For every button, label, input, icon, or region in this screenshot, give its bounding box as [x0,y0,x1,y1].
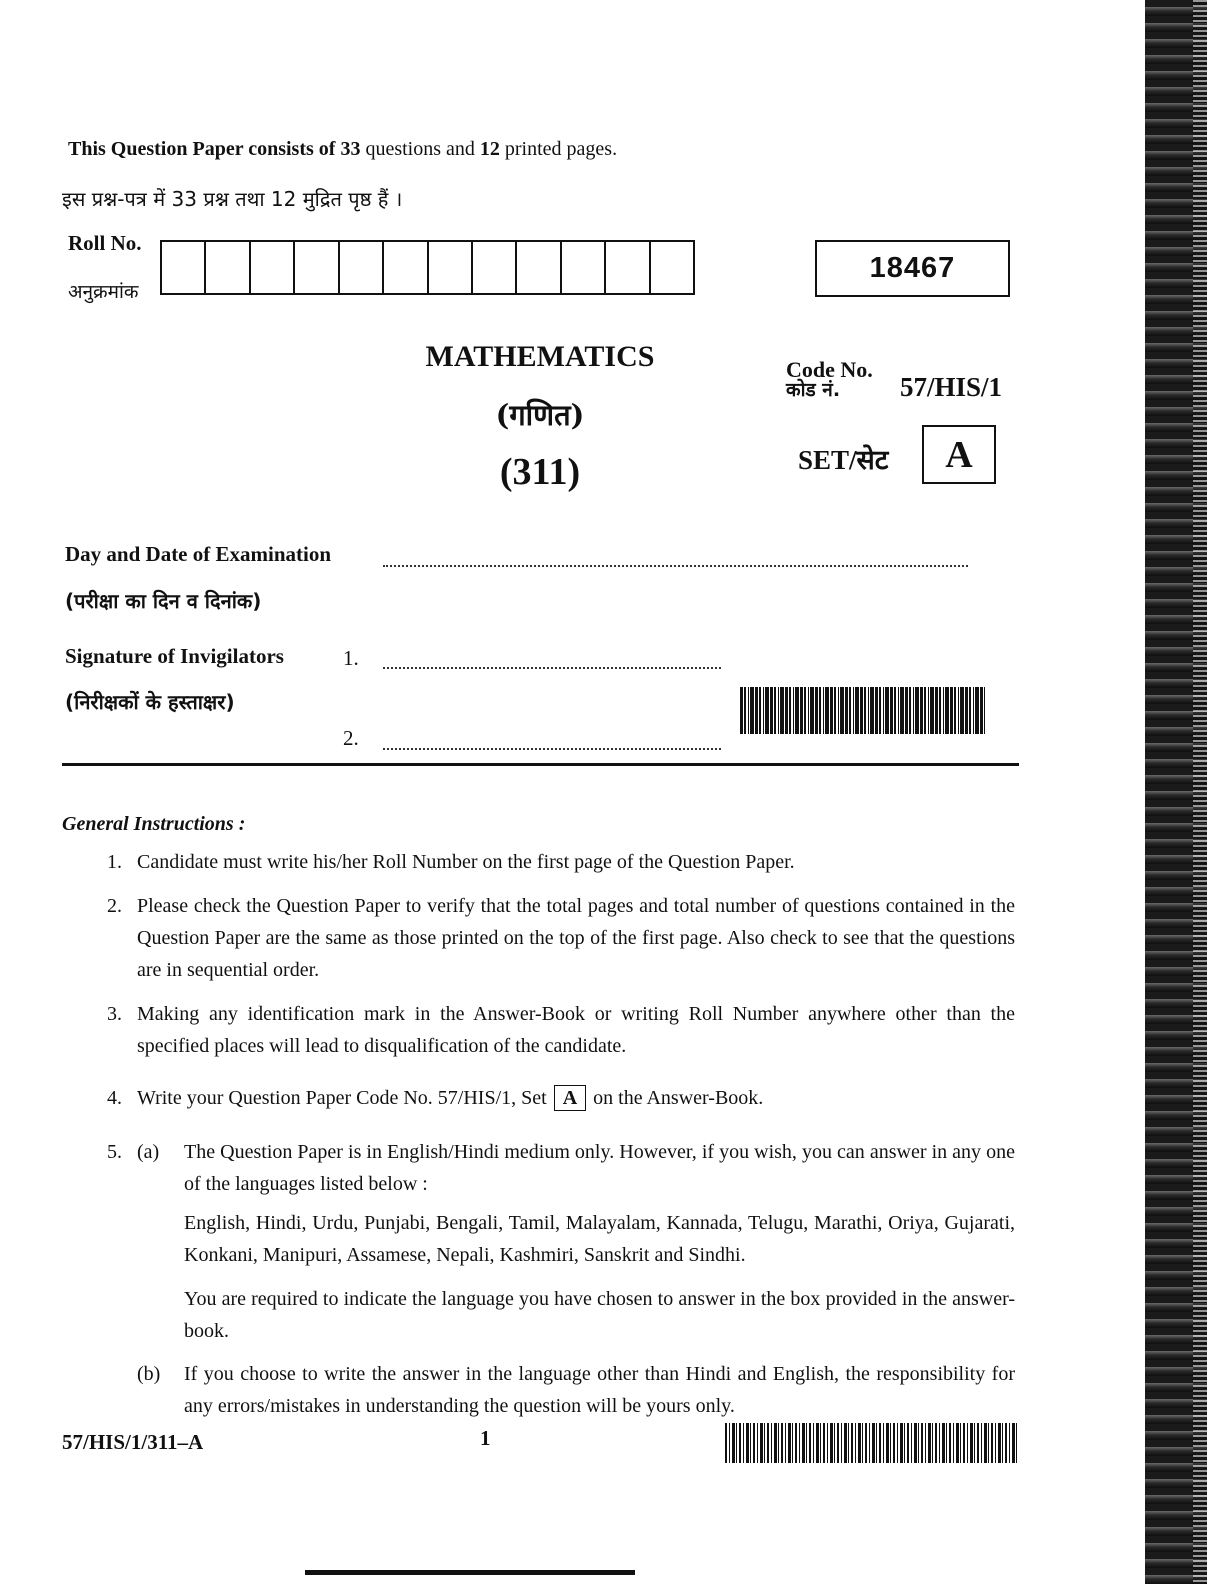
code-label-en: Code No. [786,357,873,382]
roll-cell[interactable] [295,240,339,295]
roll-cell[interactable] [606,240,650,295]
serial-number: 18467 [815,240,1010,297]
roll-cell[interactable] [251,240,295,295]
bottom-mark [305,1570,635,1575]
instruction-5a: The Question Paper is in English/Hindi medium only. However, if you wish, you can answer in any one of the languages listed below : [184,1141,1015,1195]
roll-cell[interactable] [206,240,250,295]
roll-cell[interactable] [384,240,428,295]
header-text-e: printed pages. [499,138,618,160]
invigilators-label: Signature of Invigilators [65,644,284,668]
day-date-field[interactable] [383,565,968,567]
instruction-5a-languages: English, Hindi, Urdu, Punjabi, Bengali, Tamil, Malayalam, Kannada, Telugu, Marathi, Oriya, Gujarati, Konkani, Manipuri, Assamese, Nepali, Kashmiri, Sanskrit and Sindhi. [184,1212,1015,1266]
roll-label-hi: अनुक्रमांक [68,281,139,303]
header-line-en [68,138,617,161]
instruction-2-number: 2. [107,895,122,917]
instruction-4-text-a: Write your Question Paper Code No. 57/HIS/1, Set [137,1087,547,1109]
roll-label: Roll No. [68,231,142,255]
day-date-label: Day and Date of Examination [65,542,332,566]
roll-cell[interactable] [162,240,206,295]
instructions-title: General Instructions : [62,813,246,835]
instruction-4-number: 4. [107,1087,122,1109]
roll-cell[interactable] [473,240,517,295]
invigilator-1-number: 1. [343,646,359,670]
invigilator-2-field[interactable] [383,748,721,750]
instruction-3-number: 3. [107,1003,122,1025]
roll-cell[interactable] [651,240,695,295]
instruction-5-number: 5. [107,1141,122,1163]
instruction-5b-label: (b) [137,1363,161,1385]
barcode-bottom [725,1423,1019,1463]
code-label [786,358,873,401]
subject-code: (311) [499,451,581,493]
footer-code: 57/HIS/1/311–A [62,1430,204,1454]
instruction-3: Making any identification mark in the Answer-Book or writing Roll Number anywhere other than the specified places will lead to disqualification of the candidate. [137,1003,1015,1057]
header-questions-count: 33 [340,138,361,160]
instruction-4-set-box: A [554,1085,586,1111]
scan-edge [1145,0,1207,1584]
set-label: SET/सेट [798,445,889,475]
page-number: 1 [480,1426,491,1450]
header-text-a: This Question Paper consists of [68,138,341,160]
roll-number-boxes[interactable] [160,240,695,295]
invigilator-1-field[interactable] [383,667,721,669]
instruction-1-number: 1. [107,851,122,873]
roll-cell[interactable] [562,240,606,295]
set-value: A [922,425,996,484]
barcode-top [740,687,985,734]
invigilators-label-hi: (निरीक्षकों के हस्ताक्षर) [65,690,235,714]
roll-cell[interactable] [517,240,561,295]
instruction-5a-label: (a) [137,1141,160,1163]
roll-cell[interactable] [429,240,473,295]
day-date-label-hi: (परीक्षा का दिन व दिनांक) [65,589,262,613]
roll-cell[interactable] [340,240,384,295]
subject-name-hi: (गणित) [495,398,585,432]
header-line-hi: इस प्रश्न-पत्र में 33 प्रश्न तथा 12 मुद्रित पृष्ठ हैं । [62,187,403,211]
subject-name: MATHEMATICS [425,340,655,373]
header-divider [62,763,1019,766]
header-text-c: questions and [360,138,480,160]
instruction-5a-note: You are required to indicate the language you have chosen to answer in the box provided in the answer-book. [184,1288,1015,1342]
scan-edge-noise [1193,0,1207,1584]
code-label-hi: कोड नं. [786,379,841,402]
instruction-5b: If you choose to write the answer in the language other than Hindi and English, the responsibility for any errors/mistakes in understanding the question will be yours only. [184,1363,1015,1417]
instruction-1: Candidate must write his/her Roll Number on the first page of the Question Paper. [137,851,795,873]
instruction-4 [137,1082,1015,1114]
instruction-4-text-b: on the Answer-Book. [593,1087,764,1109]
header-pages-count: 12 [479,138,500,160]
invigilator-2-number: 2. [343,726,359,750]
code-value: 57/HIS/1 [900,372,1003,402]
instruction-2: Please check the Question Paper to verify that the total pages and total number of questions contained in the Question Paper are the same as those printed on the top of the first page. Also check to see that the questions are in sequential order. [137,895,1015,981]
